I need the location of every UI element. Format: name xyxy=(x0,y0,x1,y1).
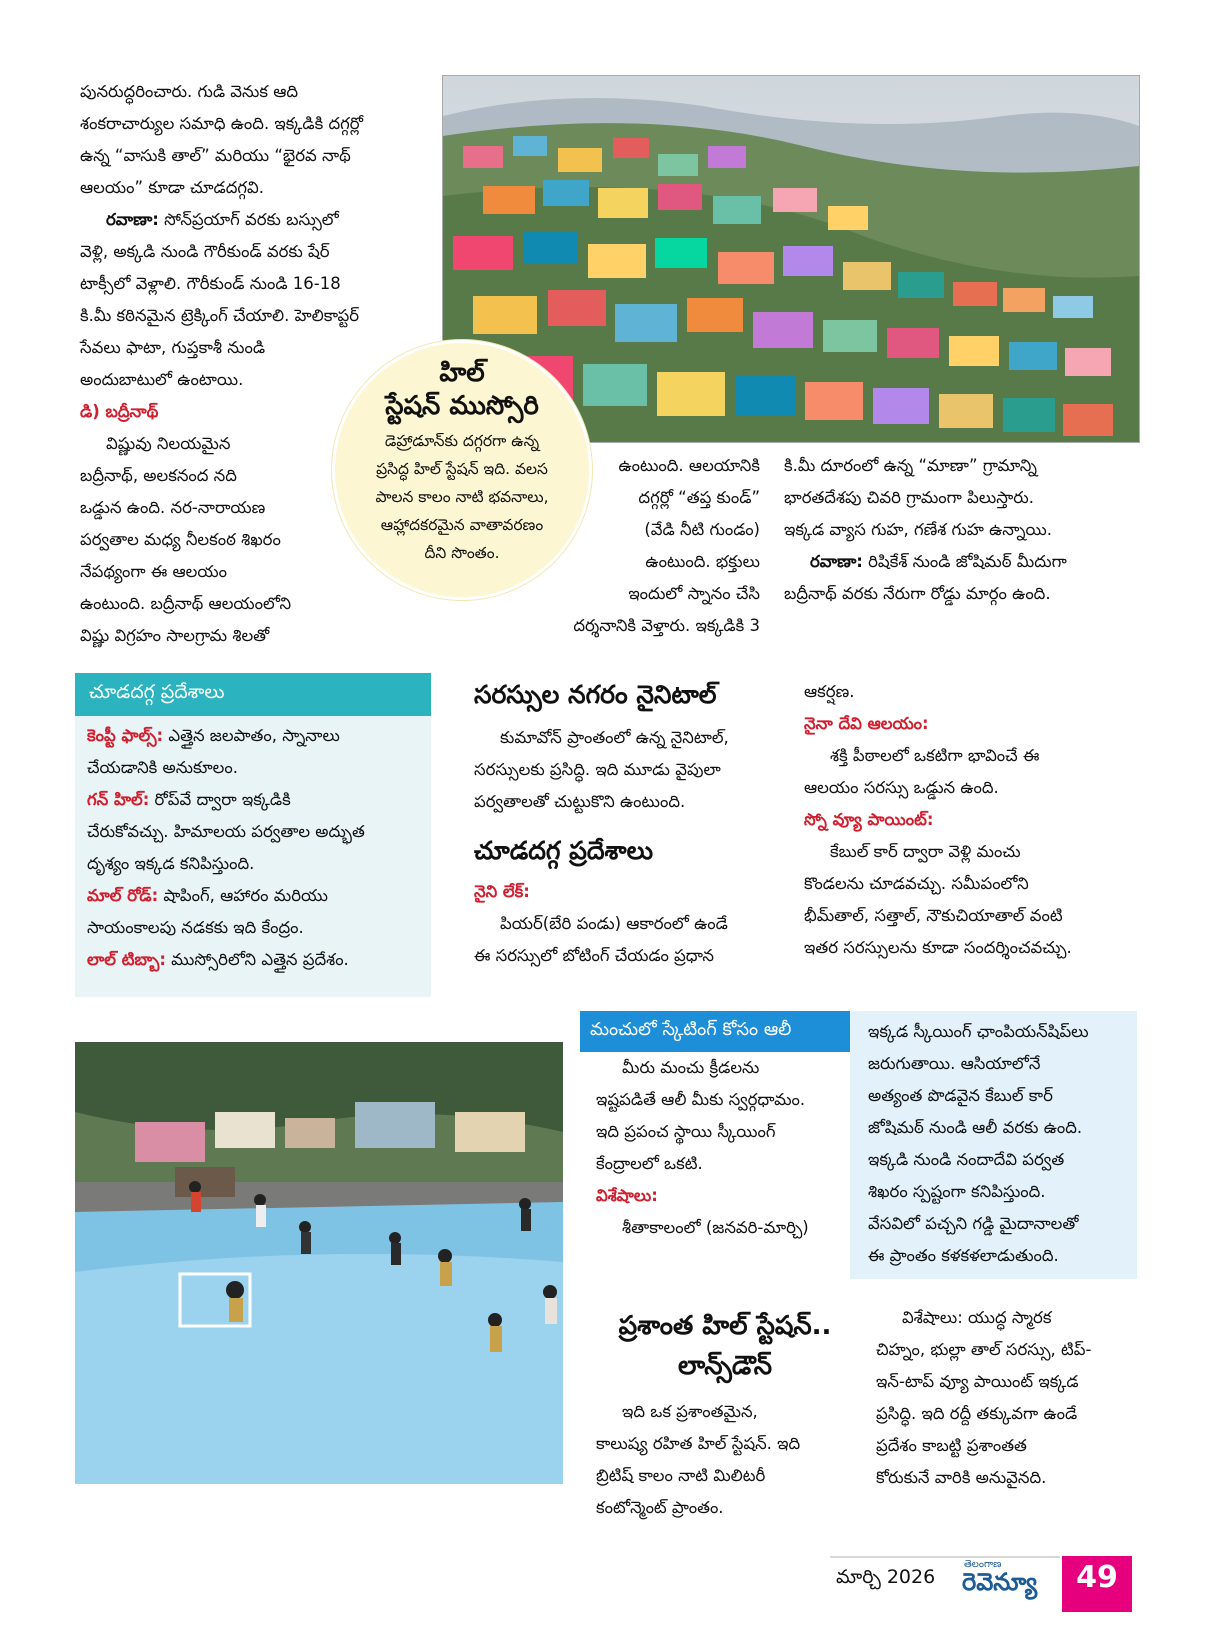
text-run: షాపింగ్, ఆహారం మరియు xyxy=(158,886,328,905)
text-line: ప్రదేశం కాబట్టి ప్రశాంతత xyxy=(876,1436,1027,1455)
text-line: సేవలు ఫాటా, గుప్తకాశీ నుండి xyxy=(80,338,266,357)
text-line: ప్రసిద్ధ హిల్ స్టేషన్ ఇది. వలస xyxy=(376,460,548,478)
text-line: కంటోన్మెంట్ ప్రాంతం. xyxy=(596,1498,724,1517)
place-label: గన్ హిల్: xyxy=(87,790,150,809)
text-line: ఉంటుంది. బద్రీనాథ్ ఆలయంలోని xyxy=(80,594,292,613)
text-line: చిహ్నం, భుల్లా తాల్ సరస్సు, టిప్- xyxy=(876,1340,1092,1359)
text-run: రోప్‌వే ద్వారా ఇక్కడికి xyxy=(149,790,291,809)
text-line: డెహ్రాడూన్‌కు దగ్గరగా ఉన్న xyxy=(384,432,540,450)
transport-label: రవాణా: xyxy=(106,210,159,229)
text-line: విశేషాలు: యుద్ధ స్మారక xyxy=(902,1308,1052,1327)
text-line: కి.మీ దూరంలో ఉన్న “మాణా” గ్రామాన్ని xyxy=(784,456,1037,475)
column3-top-text xyxy=(520,450,760,642)
text-line: సరస్సులకు ప్రసిద్ధి. ఇది మూడు వైపులా xyxy=(474,760,721,779)
text-line: వేసవిలో పచ్చని గడ్డి మైదానాలతో xyxy=(868,1214,1079,1233)
text-line: ఆలయం” కూడా చూడదగ్గవి. xyxy=(80,178,264,197)
text-line: నేపథ్యంగా ఈ ఆలయం xyxy=(80,562,227,581)
lansdowne-left-text xyxy=(596,1396,866,1524)
text-line: ఆకర్షణ. xyxy=(804,682,855,701)
lansdowne-heading-line2: లాన్స్‌డౌన్ xyxy=(678,1351,772,1381)
place-label: కెంప్టీ ఫాల్స్: xyxy=(87,726,164,745)
nainital-section xyxy=(474,680,794,972)
text-run: ముస్సోరిలోని ఎత్తైన ప్రదేశం. xyxy=(165,950,349,969)
magazine-brand-small: తెలంగాణ xyxy=(964,1559,1002,1570)
text-line: టాక్సీలో వెళ్లాలి. గౌరీకుండ్ నుండి 16-18 xyxy=(80,274,341,293)
text-line: (వేడి నీటి గుండం) xyxy=(644,520,760,539)
text-line: భారతదేశపు చివరి గ్రామంగా పిలుస్తారు. xyxy=(784,488,1034,507)
mussoorie-places-box xyxy=(75,673,431,997)
text-line: శీతాకాలంలో (జనవరి-మార్చి) xyxy=(622,1218,809,1237)
snow-view-label: స్నో వ్యూ పాయింట్: xyxy=(804,810,934,829)
text-run: రిషికేశ్ నుండి జోషిమఠ్ మీదుగా xyxy=(862,552,1067,571)
callout-title-line2: స్టేషన్ ముస్సోరి xyxy=(385,391,539,421)
text-line: మీరు మంచు క్రీడలను xyxy=(622,1058,760,1077)
text-line: ఇందులో స్నానం చేసి xyxy=(628,584,760,603)
transport-paragraph xyxy=(80,204,400,236)
text-line: శక్తి పీఠాలలో ఒకటిగా భావించే ఈ xyxy=(830,746,1040,765)
place-label: లాల్ టిబ్బా: xyxy=(87,950,166,969)
text-line: కొండలను చూడవచ్చు. సమీపంలోని xyxy=(804,874,1029,893)
nainital-column2 xyxy=(804,676,1144,964)
text-line: వెళ్లి, అక్కడి నుండి గౌరీకుండ్ వరకు షేర్ xyxy=(80,242,330,261)
text-line: ఇక్కడ వ్యాస గుహ, గణేశ గుహ ఉన్నాయి. xyxy=(784,520,1052,539)
place-label: మాల్ రోడ్: xyxy=(87,886,159,905)
text-line: చేరుకోవచ్చు. హిమాలయ పర్వతాల అద్భుత xyxy=(87,822,365,841)
text-line: ఆలయం సరస్సు ఒడ్డున ఉంది. xyxy=(804,778,999,797)
text-line: కోరుకునే వారికి అనువైనది. xyxy=(876,1468,1047,1487)
text-run: ఎత్తైన జలపాతం, స్నానాలు xyxy=(163,726,340,745)
text-line: ఉన్న “వాసుకి తాల్” మరియు “భైరవ నాథ్ xyxy=(80,146,351,165)
lansdowne-heading xyxy=(590,1306,860,1386)
place-lal-tibba xyxy=(87,944,419,976)
text-line: చేయడానికి అనుకూలం. xyxy=(87,758,238,777)
text-line: పర్వతాల మధ్య నీలకంఠ శిఖరం xyxy=(80,530,281,549)
footer xyxy=(830,1556,1140,1612)
text-line: ఇది ఒక ప్రశాంతమైన, xyxy=(622,1402,758,1421)
text-line: కి.మీ కఠినమైన ట్రెక్కింగ్ చేయాలి. హెలికాప్టర్ xyxy=(80,306,360,325)
text-line: ప్రసిద్ధి. ఇది రద్దీ తక్కువగా ఉండే xyxy=(876,1404,1078,1423)
text-line: దగ్గర్లో “తప్త కుండ్” xyxy=(638,488,760,507)
place-gun-hill xyxy=(87,784,419,816)
transport-label: రవాణా: xyxy=(810,552,863,571)
issue-date: మార్చి 2026 xyxy=(836,1566,936,1588)
magazine-brand: రెవెన్యూ xyxy=(962,1568,1038,1596)
text-line: బద్రీనాథ్, అలకనంద నది xyxy=(80,466,237,485)
text-line: ఇష్టపడితే ఆలీ మీకు స్వర్గధామం. xyxy=(596,1090,806,1109)
badrinath-heading: డి) బద్రీనాథ్ xyxy=(80,402,159,421)
text-line: కాలుష్య రహిత హిల్ స్టేషన్. ఇది xyxy=(596,1434,801,1453)
callout-title-line1: హిల్ xyxy=(439,358,485,388)
text-line: దర్శనానికి వెళ్తారు. ఇక్కడికి 3 xyxy=(573,616,760,635)
text-line: దీని సొంతం. xyxy=(424,544,500,562)
text-line: ఆహ్లాదకరమైన వాతావరణం xyxy=(380,516,544,534)
text-line: పియర్(బేరి పండు) ఆకారంలో ఉండే xyxy=(500,914,728,933)
text-line: ఈ ప్రాంతం కళకళలాడుతుంది. xyxy=(868,1246,1059,1265)
text-line: దృశ్యం ఇక్కడ కనిపిస్తుంది. xyxy=(87,854,255,873)
text-line: ఇక్కడ స్కీయింగ్ ఛాంపియన్‌షిప్‌లు xyxy=(868,1022,1089,1041)
text-line: కేంద్రాలలో ఒకటి. xyxy=(596,1154,703,1173)
text-line: ఇక్కడి నుండి నందాదేవి పర్వత xyxy=(868,1150,1065,1169)
text-line: పునరుద్ధరించారు. గుడి వెనుక ఆది xyxy=(80,82,299,101)
text-line: అందుబాటులో ఉంటాయి. xyxy=(80,370,244,389)
text-line: బద్రీనాథ్ వరకు నేరుగా రోడ్డు మార్గం ఉంది. xyxy=(784,584,1051,603)
text-line: ఉంటుంది. ఆలయానికి xyxy=(618,456,760,475)
text-run: సోన్‌ప్రయాగ్ వరకు బస్సులో xyxy=(158,210,339,229)
text-line: జోషిమఠ్ నుండి ఆలీ వరకు ఉంది. xyxy=(868,1118,1083,1137)
auli-skating-photo xyxy=(75,1042,563,1484)
place-kempty xyxy=(87,720,419,752)
text-line: భీమ్‌తాల్, సత్తాల్, నౌకుచియాతాల్ వంటి xyxy=(804,906,1063,925)
text-line: ఉంటుంది. భక్తులు xyxy=(645,552,760,571)
lansdowne-right-text xyxy=(876,1302,1138,1494)
text-line: జరుగుతాయి. ఆసియాలోనే xyxy=(868,1054,1041,1073)
footer-divider xyxy=(830,1556,1060,1558)
place-mall-road xyxy=(87,880,419,912)
text-line: ఒడ్డున ఉంది. నర-నారాయణ xyxy=(80,498,266,517)
text-line: సాయంకాలపు నడకకు ఇది కేంద్రం. xyxy=(87,918,304,937)
naini-lake-label: నైని లేక్: xyxy=(474,882,530,901)
nainital-places-heading: చూడదగ్గ ప్రదేశాలు xyxy=(474,836,653,865)
nainital-heading: సరస్సుల నగరం నైనిటాల్ xyxy=(474,680,717,709)
places-heading: చూడదగ్గ ప్రదేశాలు xyxy=(75,673,431,716)
text-line: పాలన కాలం నాటి భవనాలు, xyxy=(375,488,549,506)
auli-left-text xyxy=(596,1052,856,1244)
page-number-badge xyxy=(1062,1556,1132,1612)
auli-features-label: విశేషాలు: xyxy=(596,1186,658,1205)
page-number: 49 xyxy=(1076,1560,1118,1595)
text-line: ఇది ప్రపంచ స్థాయి స్కీయింగ్ xyxy=(596,1122,776,1141)
auli-heading: మంచులో స్కేటింగ్ కోసం ఆలీ xyxy=(580,1011,870,1052)
transport-paragraph xyxy=(784,546,1144,578)
text-line: విష్ణువు నిలయమైన xyxy=(106,434,231,453)
text-line: కుమావోన్ ప్రాంతంలో ఉన్న నైనిటాల్, xyxy=(500,728,729,747)
places-list xyxy=(75,716,431,976)
text-line: శంకరాచార్యుల సమాధి ఉంది. ఇక్కడికి దగ్గర్లో xyxy=(80,114,363,133)
naina-devi-label: నైనా దేవి ఆలయం: xyxy=(804,714,929,733)
text-line: అత్యంత పొడవైన కేబుల్ కార్ xyxy=(868,1086,1053,1105)
text-line: బ్రిటిష్ కాలం నాటి మిలిటరీ xyxy=(596,1466,766,1485)
text-line: పర్వతాలతో చుట్టుకొని ఉంటుంది. xyxy=(474,792,686,811)
auli-right-text xyxy=(868,1016,1136,1272)
text-line: శిఖరం స్పష్టంగా కనిపిస్తుంది. xyxy=(868,1182,1046,1201)
text-line: ఇతర సరస్సులను కూడా సందర్శించవచ్చు. xyxy=(804,938,1072,957)
text-line: ఈ సరస్సులో బోటింగ్ చేయడం ప్రధాన xyxy=(474,946,715,965)
text-line: ఇన్-టాప్ వ్యూ పాయింట్ ఇక్కడ xyxy=(876,1372,1079,1391)
lansdowne-heading-line1: ప్రశాంత హిల్ స్టేషన్.. xyxy=(618,1311,832,1341)
column4-top-text xyxy=(784,450,1144,610)
text-line: విష్ణు విగ్రహం సాలగ్రామ శిలతో xyxy=(80,626,270,645)
text-line: కేబుల్ కార్ ద్వారా వెళ్లి మంచు xyxy=(830,842,1021,861)
ice-rink-illustration xyxy=(75,1042,563,1484)
